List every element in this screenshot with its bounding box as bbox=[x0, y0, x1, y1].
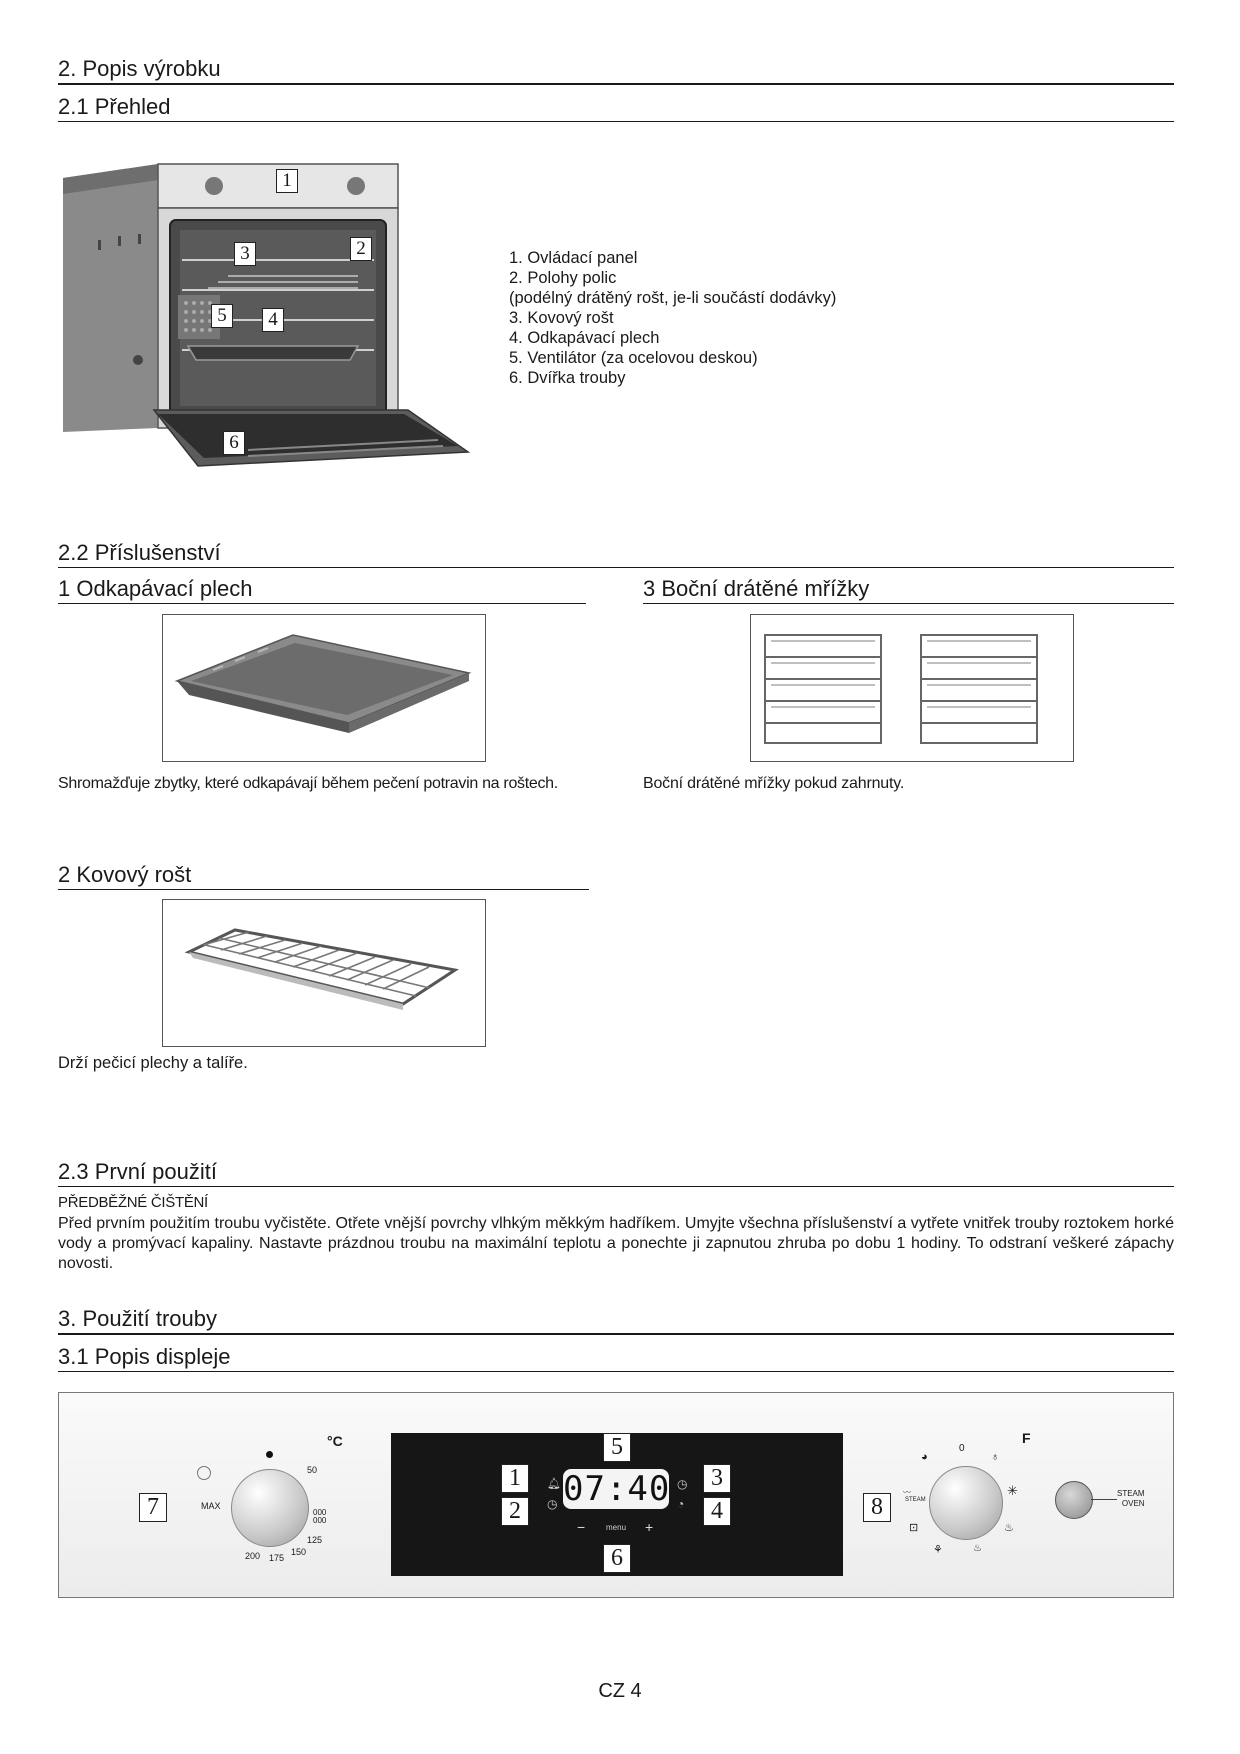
control-panel bbox=[58, 1392, 1174, 1598]
display-callout-7: 7 bbox=[139, 1493, 167, 1522]
overview-legend bbox=[509, 248, 836, 388]
steam-grill-icon: ♨ bbox=[1004, 1522, 1014, 1534]
fan-icon: ✳ bbox=[1007, 1483, 1018, 1498]
first-use-body: Před prvním použitím troubu vyčistěte. Otřete vnější povrchy vlhkým měkkým hadříkem. Umyjte všechna příslušenství a vytřete vnitřek trouby roztokem horké vody a promývací kapaliny. Nastavte prázdnou troubu na maximální teplotu a ponechte ji zapnutou zhruba po dobu 1 hodiny. To odstraní veškeré zápachy novosti. bbox=[58, 1215, 1174, 1272]
accessory-title-side-grids: 3 Boční drátěné mřížky bbox=[643, 576, 1174, 604]
legend-item: 1. Ovládací panel bbox=[509, 249, 638, 267]
oven-illustration bbox=[58, 160, 518, 472]
steam-oven-button[interactable] bbox=[1055, 1481, 1093, 1519]
legend-item: 6. Dvířka trouby bbox=[509, 369, 626, 387]
oven-drawing bbox=[58, 160, 518, 472]
overview-callout-5: 5 bbox=[211, 304, 233, 328]
overview-callout-3: 3 bbox=[234, 242, 256, 266]
legend-item: 2. Polohy polic bbox=[509, 269, 617, 287]
light-icon: ♁ bbox=[991, 1451, 1000, 1463]
section3-title: 3. Použití trouby bbox=[58, 1306, 1174, 1335]
steam-button-line bbox=[1091, 1499, 1117, 1500]
drip-tray-drawing bbox=[163, 615, 484, 760]
display-callout-4: 4 bbox=[703, 1497, 731, 1526]
display-title: 3.1 Popis displeje bbox=[58, 1344, 1174, 1372]
page-number: CZ 4 bbox=[598, 1680, 642, 1702]
grill-icon: 〰 bbox=[903, 1488, 911, 1497]
display-callout-5: 5 bbox=[603, 1433, 631, 1462]
temp-unit-label: °C bbox=[327, 1433, 343, 1449]
display-callout-3: 3 bbox=[703, 1464, 731, 1493]
temp-label-50: 50 bbox=[307, 1465, 318, 1475]
cooking-time-icon: ◔ bbox=[677, 1497, 685, 1511]
clock-icon: ◷ bbox=[547, 1497, 558, 1511]
temp-label-125: 125 bbox=[307, 1535, 323, 1545]
indicator-lamp-icon bbox=[197, 1466, 211, 1480]
minus-button[interactable]: − bbox=[577, 1519, 586, 1535]
display-callout-8: 8 bbox=[863, 1493, 891, 1522]
overview-callout-2: 2 bbox=[350, 237, 372, 261]
pizza-icon: ◕ bbox=[921, 1451, 928, 1463]
timer-end-icon: ◷ bbox=[677, 1477, 688, 1491]
legend-item: 3. Kovový rošt bbox=[509, 309, 614, 327]
accessory-title-drip-tray: 1 Odkapávací plech bbox=[58, 576, 586, 604]
display-callout-6: 6 bbox=[603, 1544, 631, 1573]
clock-display bbox=[563, 1469, 669, 1509]
plus-button[interactable]: + bbox=[645, 1519, 654, 1535]
function-knob[interactable] bbox=[929, 1466, 1003, 1540]
accessories-title: 2.2 Příslušenství bbox=[58, 540, 1174, 568]
metal-rack-image bbox=[162, 899, 486, 1047]
metal-rack-description: Drží pečicí plechy a talíře. bbox=[58, 1054, 248, 1072]
function-zero-label: 0 bbox=[959, 1443, 965, 1454]
first-use-title: 2.3 První použití bbox=[58, 1159, 1174, 1187]
side-grids-image bbox=[750, 614, 1074, 762]
overview-callout-4: 4 bbox=[262, 308, 284, 332]
drip-tray-image bbox=[162, 614, 486, 762]
legend-item: (podélný drátěný rošt, je-li součástí dodávky) bbox=[509, 289, 837, 307]
temp-label-max: MAX bbox=[201, 1501, 221, 1511]
temp-label-150: 150 bbox=[291, 1547, 307, 1557]
temp-label-175: 175 bbox=[269, 1553, 285, 1563]
drip-tray-description: Shromažďuje zbytky, které odkapávají během pečení potravin na roštech. bbox=[58, 775, 558, 792]
bottom-heat-icon: ⊡ bbox=[909, 1522, 919, 1534]
legend-item: 4. Odkapávací plech bbox=[509, 329, 660, 347]
first-use-subtitle: PŘEDBĚŽNÉ ČIŠTĚNÍ bbox=[58, 1194, 208, 1211]
defrost-icon: ⚘ bbox=[933, 1544, 943, 1556]
side-grids-description: Boční drátěné mřížky pokud zahrnuty. bbox=[643, 775, 905, 792]
accessory-title-metal-rack: 2 Kovový rošt bbox=[58, 862, 589, 890]
overview-title: 2.1 Přehled bbox=[58, 94, 1174, 122]
metal-rack-drawing bbox=[163, 900, 484, 1045]
temperature-knob[interactable] bbox=[231, 1469, 309, 1547]
temp-label-grill: 000 000 bbox=[313, 1508, 327, 1525]
steam-oven-label: STEAM OVEN bbox=[1117, 1489, 1145, 1508]
display-callout-2: 2 bbox=[501, 1497, 529, 1526]
overview-callout-6: 6 bbox=[223, 431, 245, 455]
legend-item: 5. Ventilátor (za ocelovou deskou) bbox=[509, 349, 758, 367]
overview-callout-1: 1 bbox=[276, 169, 298, 193]
side-grids-drawing bbox=[751, 615, 1072, 760]
function-letter-label: F bbox=[1022, 1430, 1031, 1446]
clock-value: 07:40 bbox=[563, 1469, 671, 1509]
bell-icon: 🔔︎ bbox=[547, 1478, 561, 1490]
section-title: 2. Popis výrobku bbox=[58, 56, 1174, 85]
steam-fan-icon: ♨ bbox=[973, 1543, 982, 1554]
display-screen bbox=[391, 1433, 843, 1576]
off-dot-icon bbox=[266, 1451, 273, 1458]
display-callout-1: 1 bbox=[501, 1464, 529, 1493]
temp-label-200: 200 bbox=[245, 1551, 261, 1561]
menu-button[interactable]: menu bbox=[606, 1523, 627, 1532]
steam-label: STEAM bbox=[905, 1497, 926, 1503]
